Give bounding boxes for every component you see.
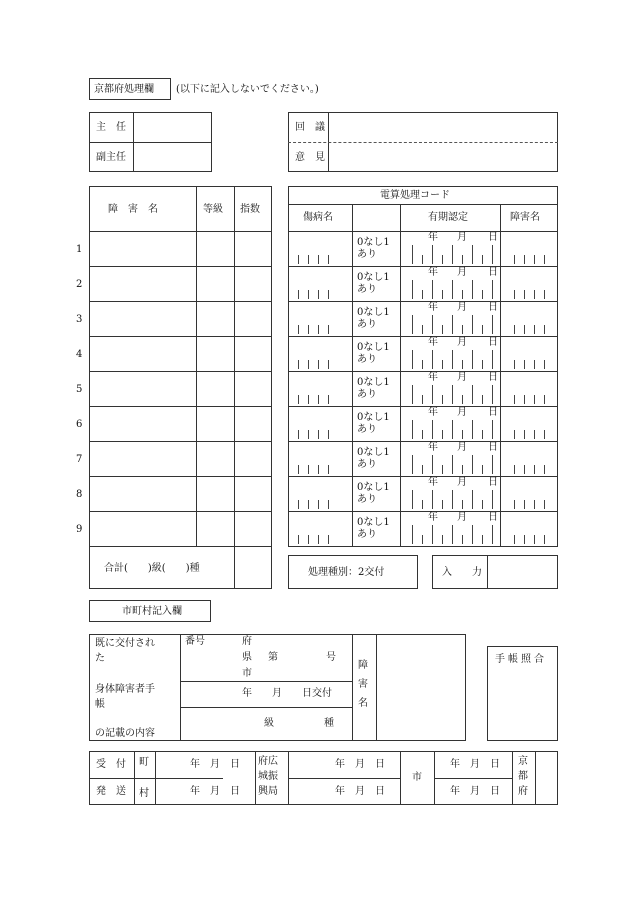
digit-tick <box>328 290 329 299</box>
digit-tick <box>432 315 433 334</box>
month-label: 月 <box>457 442 467 453</box>
digit-tick <box>412 350 413 369</box>
digit-tick <box>482 255 483 264</box>
digit-tick <box>514 430 515 439</box>
flag-text: 0なし1 <box>357 377 390 388</box>
receive-label: 受 付 <box>96 759 126 770</box>
digit-tick <box>492 245 493 264</box>
digit-tick <box>462 360 463 369</box>
digit-tick <box>308 465 309 474</box>
digit-tick <box>472 385 473 404</box>
digit-tick <box>534 395 535 404</box>
digit-tick <box>442 395 443 404</box>
digit-tick <box>328 325 329 334</box>
digit-tick <box>524 360 525 369</box>
digit-tick <box>432 420 433 439</box>
city-label: 市 <box>242 668 252 679</box>
digit-tick <box>318 465 319 474</box>
digit-tick <box>432 525 433 544</box>
digit-tick <box>472 420 473 439</box>
digit-tick <box>544 395 545 404</box>
send-label: 発 送 <box>96 786 126 797</box>
digit-tick <box>412 420 413 439</box>
code-row-divider <box>288 476 558 477</box>
day-label: 日 <box>488 372 498 383</box>
digit-tick <box>514 290 515 299</box>
digit-tick <box>492 490 493 509</box>
digit-tick <box>492 525 493 544</box>
digit-tick <box>328 535 329 544</box>
digit-tick <box>482 290 483 299</box>
day-label: 日 <box>488 407 498 418</box>
digit-tick <box>328 395 329 404</box>
day-label: 日 <box>488 232 498 243</box>
col-disability-name: 障 害 名 <box>108 204 158 215</box>
digit-tick <box>318 395 319 404</box>
digit-tick <box>534 290 535 299</box>
year-label: 年 <box>428 407 438 418</box>
digit-tick <box>318 290 319 299</box>
flag-text: 0なし1 <box>357 482 390 493</box>
digit-tick <box>412 385 413 404</box>
issue-date: 年 月 日交付 <box>242 688 332 699</box>
digit-tick <box>298 395 299 404</box>
date-send-fu: 年 月 日 <box>335 786 385 797</box>
digit-tick <box>412 490 413 509</box>
digit-tick <box>442 325 443 334</box>
year-label: 年 <box>428 372 438 383</box>
check-label: 手帳照合 <box>495 654 547 665</box>
day-label: 日 <box>488 512 498 523</box>
digit-tick <box>328 255 329 264</box>
fu-kouiki-1: 府広 <box>258 756 278 767</box>
digit-tick <box>308 535 309 544</box>
flag-text: あり <box>357 284 377 295</box>
digit-tick <box>514 500 515 509</box>
flag-text: あり <box>357 529 377 540</box>
digit-tick <box>534 500 535 509</box>
day-label: 日 <box>488 267 498 278</box>
digit-tick <box>544 465 545 474</box>
digit-tick <box>432 455 433 474</box>
digit-tick <box>524 535 525 544</box>
year-label: 年 <box>428 337 438 348</box>
digit-tick <box>432 385 433 404</box>
digit-tick <box>452 525 453 544</box>
digit-tick <box>524 255 525 264</box>
digit-tick <box>318 500 319 509</box>
digit-tick <box>422 430 423 439</box>
digit-tick <box>298 290 299 299</box>
kyoto-2: 都 <box>518 771 528 782</box>
digit-tick <box>298 500 299 509</box>
digit-tick <box>432 490 433 509</box>
month-label: 月 <box>457 267 467 278</box>
digit-tick <box>298 325 299 334</box>
digit-tick <box>442 290 443 299</box>
digit-tick <box>422 255 423 264</box>
number-label: 番号 <box>185 636 205 647</box>
digit-tick <box>308 325 309 334</box>
digit-tick <box>412 525 413 544</box>
digit-tick <box>462 535 463 544</box>
digit-tick <box>452 455 453 474</box>
row-number: 4 <box>76 349 83 360</box>
flag-text: あり <box>357 249 377 260</box>
digit-tick <box>544 325 545 334</box>
flag-text: 0なし1 <box>357 237 390 248</box>
city-routing: 市 <box>412 772 422 783</box>
digit-tick <box>534 360 535 369</box>
digit-tick <box>462 465 463 474</box>
deputy-chief-label: 副主任 <box>96 152 126 163</box>
digit-tick <box>422 500 423 509</box>
digit-tick <box>308 290 309 299</box>
flag-text: 0なし1 <box>357 412 390 423</box>
digit-tick <box>514 535 515 544</box>
digit-tick <box>412 315 413 334</box>
digit-tick <box>422 360 423 369</box>
digit-tick <box>462 255 463 264</box>
digit-tick <box>492 350 493 369</box>
flag-text: 0なし1 <box>357 342 390 353</box>
digit-tick <box>462 500 463 509</box>
digit-tick <box>472 525 473 544</box>
digit-tick <box>534 465 535 474</box>
flag-text: あり <box>357 389 377 400</box>
digit-tick <box>442 500 443 509</box>
total-label: 合計( )級( )種 <box>104 563 200 574</box>
digit-tick <box>472 455 473 474</box>
month-label: 月 <box>457 232 467 243</box>
digit-tick <box>422 465 423 474</box>
digit-tick <box>452 490 453 509</box>
digit-tick <box>482 500 483 509</box>
digit-tick <box>492 385 493 404</box>
month-label: 月 <box>457 477 467 488</box>
digit-tick <box>298 465 299 474</box>
digit-tick <box>318 360 319 369</box>
digit-tick <box>328 360 329 369</box>
digit-tick <box>442 535 443 544</box>
handbook-line1: 身体障害者手 <box>95 684 155 695</box>
digit-tick <box>442 430 443 439</box>
code-table-title: 電算処理コード <box>380 190 450 201</box>
digit-tick <box>328 500 329 509</box>
digit-tick <box>492 280 493 299</box>
processing-type: 処理種別：2交付 <box>308 567 385 578</box>
digit-tick <box>524 290 525 299</box>
digit-tick <box>524 325 525 334</box>
digit-tick <box>534 255 535 264</box>
flag-text: あり <box>357 319 377 330</box>
kyoto-3: 府 <box>518 786 528 797</box>
col-injury: 傷病名 <box>303 212 333 223</box>
header-note: (以下に記入しないでください。) <box>176 84 319 95</box>
flag-text: あり <box>357 354 377 365</box>
handbook-line2: 帳 <box>95 699 105 710</box>
digit-tick <box>298 430 299 439</box>
digit-tick <box>442 465 443 474</box>
digit-tick <box>524 430 525 439</box>
day-label: 日 <box>488 302 498 313</box>
day-label: 日 <box>488 442 498 453</box>
col-index: 指数 <box>240 204 260 215</box>
digit-tick <box>492 420 493 439</box>
digit-tick <box>308 430 309 439</box>
deliberation-label: 回 議 <box>295 122 325 133</box>
digit-tick <box>524 500 525 509</box>
gou-label: 号 <box>326 652 336 663</box>
col-grade: 等級 <box>203 204 223 215</box>
municipal-label: 市町村記入欄 <box>122 606 182 617</box>
digit-tick <box>492 455 493 474</box>
year-label: 年 <box>428 512 438 523</box>
issued-line1: 既に交付され <box>95 638 155 649</box>
row-number: 6 <box>76 419 83 430</box>
digit-tick <box>452 350 453 369</box>
digit-tick <box>412 455 413 474</box>
digit-tick <box>452 420 453 439</box>
disability-table <box>89 186 272 589</box>
office-label: 京都府処理欄 <box>94 84 154 95</box>
year-label: 年 <box>428 267 438 278</box>
digit-tick <box>298 255 299 264</box>
digit-tick <box>432 350 433 369</box>
digit-tick <box>462 325 463 334</box>
digit-tick <box>514 255 515 264</box>
digit-tick <box>452 385 453 404</box>
code-row-divider <box>288 371 558 372</box>
digit-tick <box>412 245 413 264</box>
col-disability: 障害名 <box>510 212 540 223</box>
month-label: 月 <box>457 372 467 383</box>
input-label: 入 力 <box>442 567 482 578</box>
digit-tick <box>544 360 545 369</box>
digit-tick <box>412 280 413 299</box>
kyoto-1: 京 <box>518 756 528 767</box>
digit-tick <box>462 430 463 439</box>
digit-tick <box>544 430 545 439</box>
digit-tick <box>422 325 423 334</box>
digit-tick <box>514 325 515 334</box>
row-number: 8 <box>76 489 83 500</box>
code-row-divider <box>288 406 558 407</box>
digit-tick <box>472 490 473 509</box>
digit-tick <box>544 535 545 544</box>
month-label: 月 <box>457 337 467 348</box>
code-row-divider <box>288 301 558 302</box>
row-number: 2 <box>76 279 83 290</box>
row-number: 3 <box>76 314 83 325</box>
digit-tick <box>452 245 453 264</box>
digit-tick <box>432 280 433 299</box>
digit-tick <box>298 535 299 544</box>
month-label: 月 <box>457 302 467 313</box>
digit-tick <box>318 255 319 264</box>
fu-kouiki-2: 城振 <box>258 771 278 782</box>
digit-tick <box>482 325 483 334</box>
digit-tick <box>514 395 515 404</box>
digit-tick <box>482 395 483 404</box>
digit-tick <box>308 395 309 404</box>
digit-tick <box>328 465 329 474</box>
digit-tick <box>544 255 545 264</box>
date-receive-city: 年 月 日 <box>450 759 500 770</box>
digit-tick <box>462 290 463 299</box>
digit-tick <box>514 360 515 369</box>
flag-text: 0なし1 <box>357 517 390 528</box>
digit-tick <box>308 360 309 369</box>
digit-tick <box>298 360 299 369</box>
digit-tick <box>442 360 443 369</box>
digit-tick <box>524 395 525 404</box>
flag-text: あり <box>357 459 377 470</box>
digit-tick <box>472 245 473 264</box>
day-label: 日 <box>488 477 498 488</box>
digit-tick <box>482 430 483 439</box>
disability-name-vertical: 障 害 名 <box>358 660 368 709</box>
code-row-divider <box>288 266 558 267</box>
digit-tick <box>482 360 483 369</box>
chief-label: 主 任 <box>96 122 126 133</box>
grade-kind: 級 種 <box>264 718 334 729</box>
digit-tick <box>534 325 535 334</box>
issued-line2: た <box>95 653 105 664</box>
month-label: 月 <box>457 512 467 523</box>
flag-text: 0なし1 <box>357 307 390 318</box>
village-label: 村 <box>139 788 149 799</box>
digit-tick <box>422 395 423 404</box>
year-label: 年 <box>428 302 438 313</box>
digit-tick <box>514 465 515 474</box>
digit-tick <box>544 500 545 509</box>
digit-tick <box>482 465 483 474</box>
digit-tick <box>432 245 433 264</box>
year-label: 年 <box>428 477 438 488</box>
date-receive-town: 年 月 日 <box>190 759 240 770</box>
content-label: の記載の内容 <box>95 728 155 739</box>
code-row-divider <box>288 511 558 512</box>
row-number: 7 <box>76 454 83 465</box>
digit-tick <box>442 255 443 264</box>
pref-fu: 府 <box>242 636 252 647</box>
opinion-label: 意 見 <box>295 152 325 163</box>
digit-tick <box>462 395 463 404</box>
row-number: 5 <box>76 384 83 395</box>
pref-ken: 県 <box>242 652 252 663</box>
town-label: 町 <box>139 757 149 768</box>
year-label: 年 <box>428 442 438 453</box>
digit-tick <box>318 535 319 544</box>
digit-tick <box>472 350 473 369</box>
flag-text: あり <box>357 424 377 435</box>
digit-tick <box>422 290 423 299</box>
digit-tick <box>328 430 329 439</box>
digit-tick <box>318 325 319 334</box>
digit-tick <box>452 280 453 299</box>
row-number: 1 <box>76 244 83 255</box>
code-row-divider <box>288 441 558 442</box>
digit-tick <box>308 500 309 509</box>
digit-tick <box>534 430 535 439</box>
digit-tick <box>482 535 483 544</box>
digit-tick <box>534 535 535 544</box>
day-label: 日 <box>488 337 498 348</box>
flag-text: 0なし1 <box>357 447 390 458</box>
fu-kouiki-3: 興局 <box>258 786 278 797</box>
row-number: 9 <box>76 524 83 535</box>
col-period: 有期認定 <box>428 212 468 223</box>
date-receive-fu: 年 月 日 <box>335 759 385 770</box>
digit-tick <box>472 280 473 299</box>
digit-tick <box>308 255 309 264</box>
code-row-divider <box>288 336 558 337</box>
month-label: 月 <box>457 407 467 418</box>
flag-text: あり <box>357 494 377 505</box>
date-send-town: 年 月 日 <box>190 786 240 797</box>
flag-text: 0なし1 <box>357 272 390 283</box>
digit-tick <box>524 465 525 474</box>
year-label: 年 <box>428 232 438 243</box>
digit-tick <box>544 290 545 299</box>
dai-label: 第 <box>268 652 278 663</box>
digit-tick <box>492 315 493 334</box>
digit-tick <box>318 430 319 439</box>
digit-tick <box>422 535 423 544</box>
date-send-city: 年 月 日 <box>450 786 500 797</box>
digit-tick <box>472 315 473 334</box>
digit-tick <box>452 315 453 334</box>
